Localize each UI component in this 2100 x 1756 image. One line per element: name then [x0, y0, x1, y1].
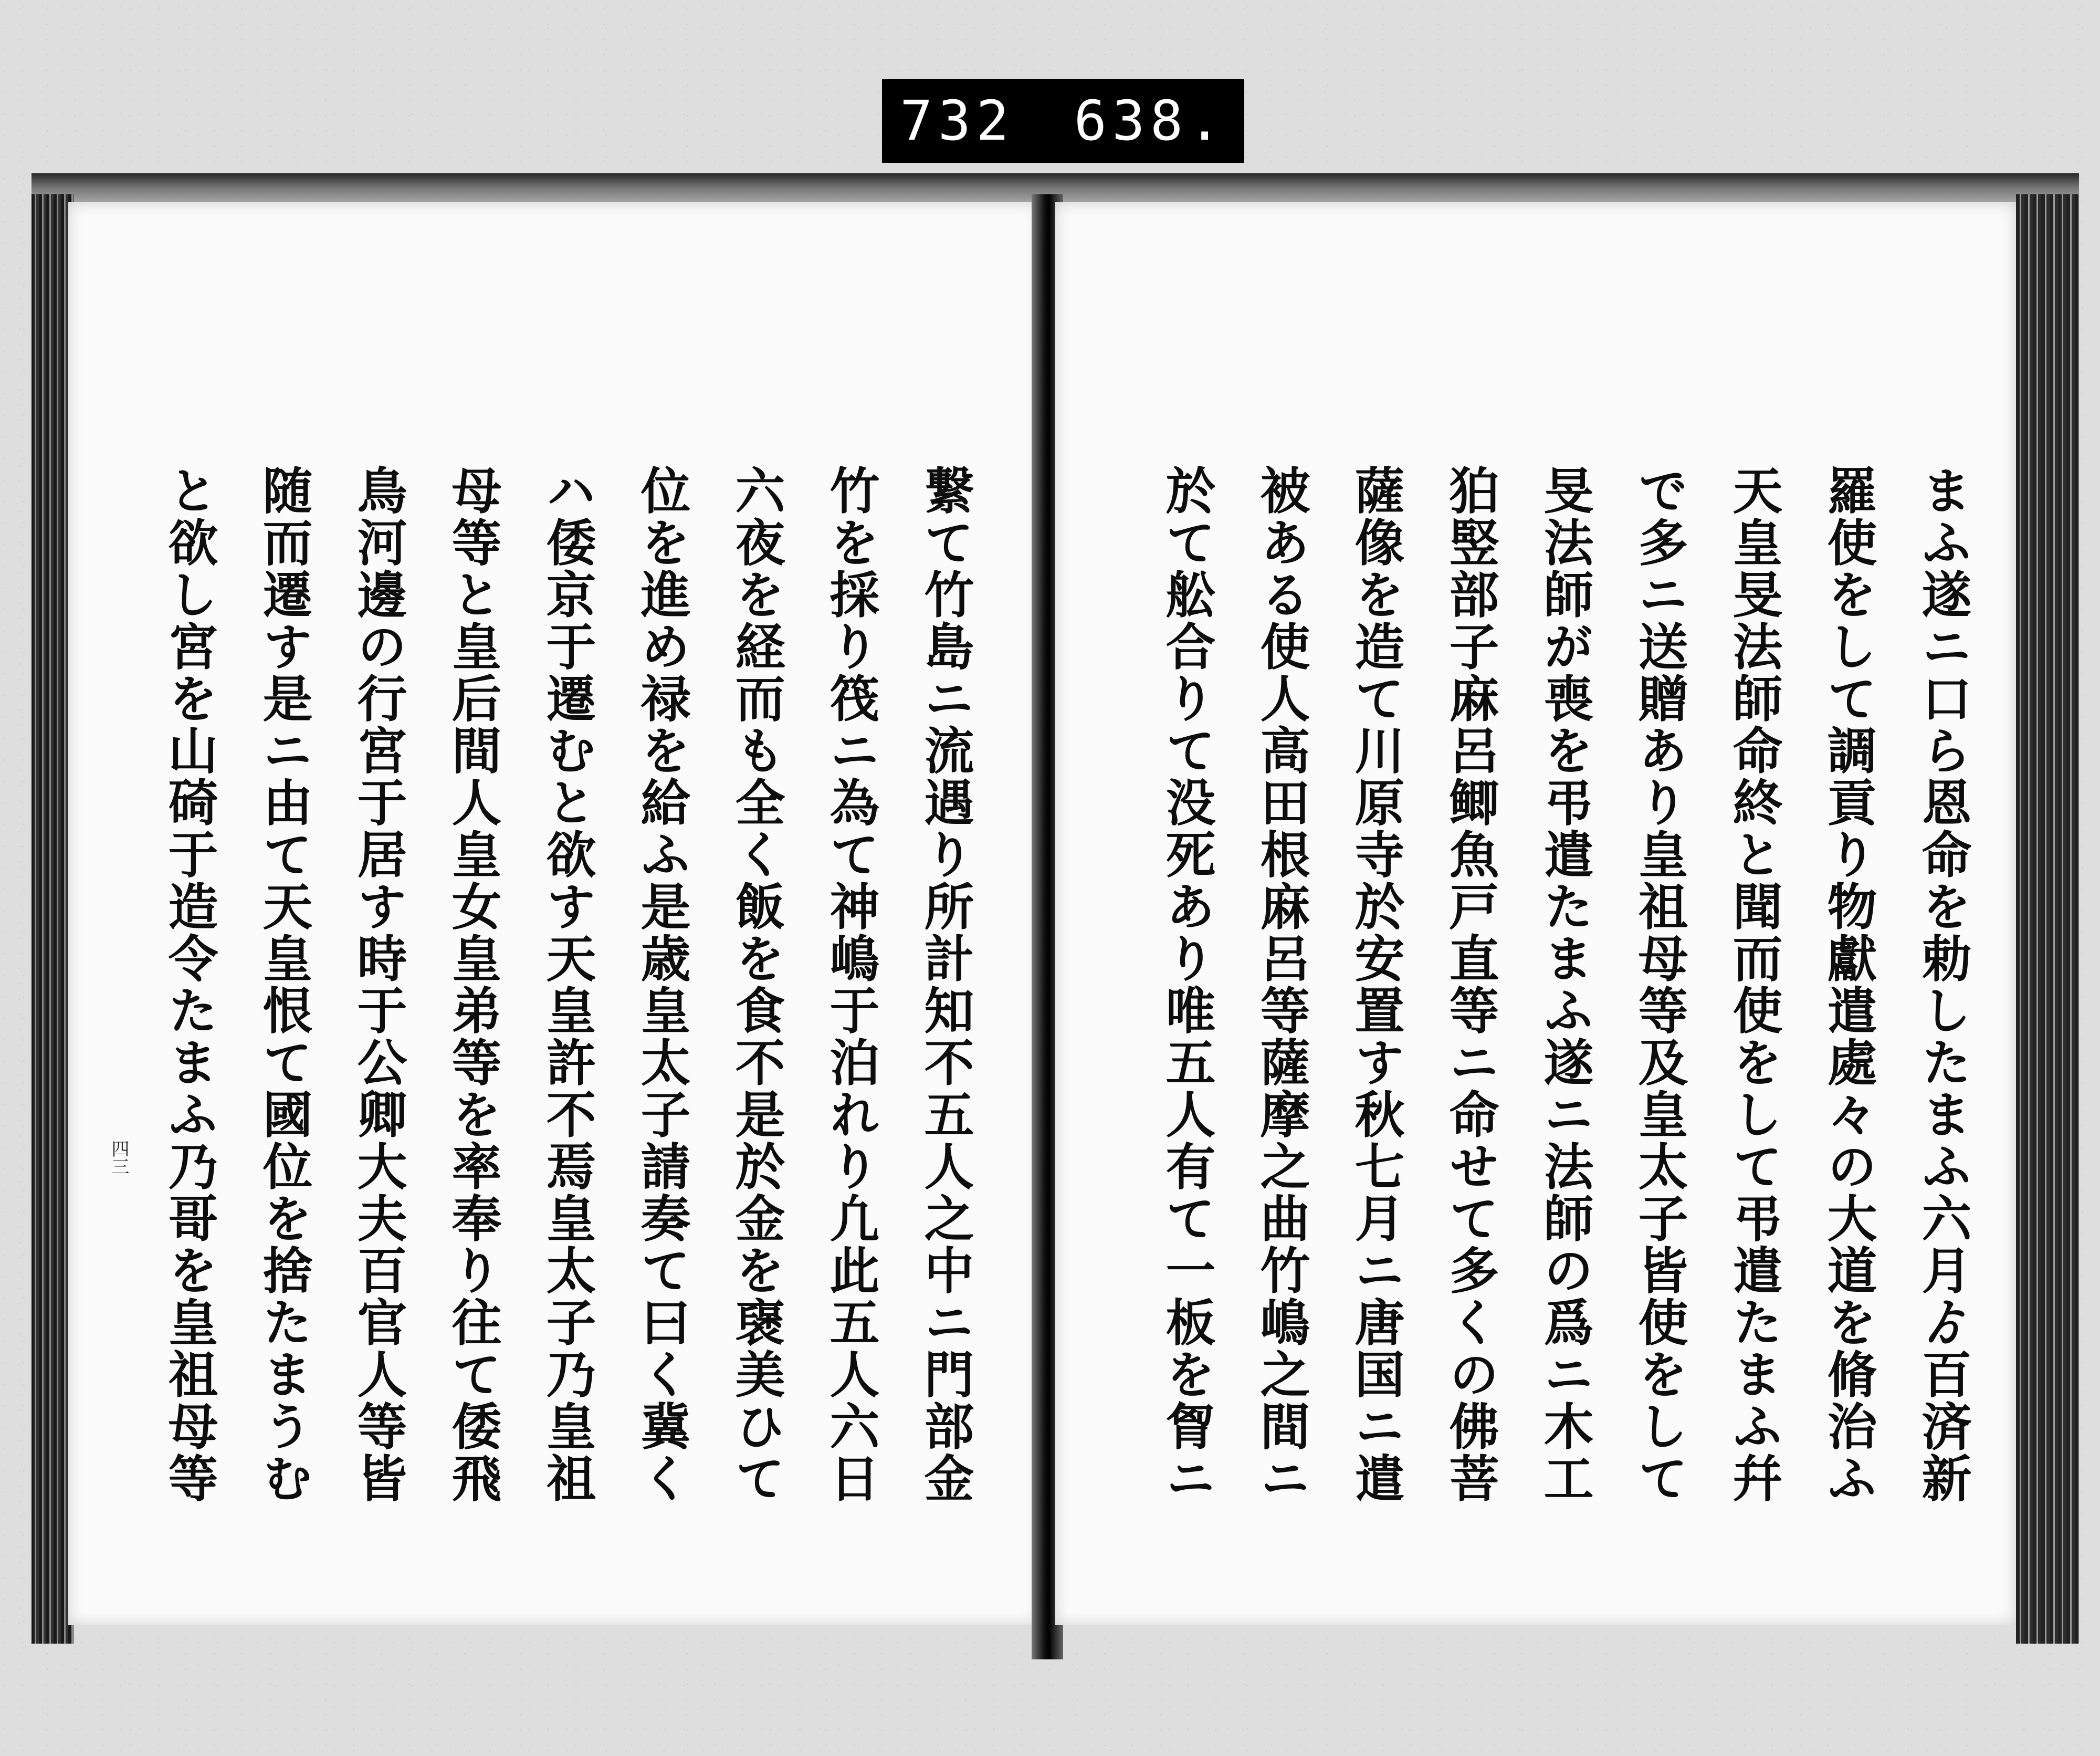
book-left-edge: [32, 194, 74, 1644]
right-page-text: [1144, 465, 1990, 1594]
right-page: [1055, 202, 2016, 1625]
text-column: 被ある使人高田根麻呂等薩摩之曲竹嶋之間ニ: [1252, 465, 1310, 1504]
text-column: 旻法師が喪を弔遣たまふ遂ニ法師の爲ニ木工: [1536, 465, 1594, 1504]
text-column: 随而遷す是ニ由て天皇恨て國位を捨たまうむ: [255, 465, 313, 1504]
text-column: 狛竪部子麻呂鲫魚戸直等ニ命せて多くの佛菩: [1441, 465, 1499, 1504]
text-column: ハ倭京于遷むと欲す天皇許不焉皇太子乃皇祖: [538, 465, 596, 1504]
text-column: 羅使をして調貢り物獻遣處々の大道を脩治ふ: [1819, 465, 1877, 1504]
text-column: 位を進め禄を給ふ是歳皇太子請奏て曰く冀く: [633, 465, 691, 1504]
text-column: 天皇旻法師命終と聞而使をして弔遣たまふ幷: [1725, 465, 1783, 1504]
text-column: まふ遂ニ口ら恩命を勅したまふ六月ゟ百済新: [1914, 465, 1972, 1504]
text-column: 母等と皇后間人皇女皇弟等を率奉り往て倭飛: [444, 465, 502, 1504]
book-right-edge: [2016, 194, 2079, 1644]
frame-number-left: 732: [900, 89, 1014, 153]
text-column: で多ニ送贈あり皇祖母等及皇太子皆使をして: [1630, 465, 1688, 1504]
left-page-text: [121, 465, 992, 1594]
text-column: 於て舩合りて没死あり唯五人有て一板を胷ニ: [1158, 465, 1216, 1504]
text-column: 六夜を経而も全く飯を食不是於金を襃美ひて: [727, 465, 785, 1504]
text-column: 薩像を造て川原寺於安置す秋七月ニ唐国ニ遣: [1347, 465, 1405, 1504]
text-column: 竹を採り筏ニ為て神嶋于泊れり凢此五人六日: [822, 465, 880, 1504]
text-column: 鳥河邊の行宮于居す時于公卿大夫百官人等皆: [349, 465, 407, 1504]
page-folio-number: 四三: [108, 1140, 129, 1175]
open-book: [32, 173, 2079, 1659]
text-column: 繋て竹島ニ流遇り所計知不五人之中ニ門部金: [916, 465, 974, 1504]
text-column: と欲し宮を山碕于造令たまふ乃哥を皇祖母等: [160, 465, 218, 1504]
frame-number-right: 638.: [1074, 89, 1226, 153]
frame-number-label: [882, 79, 1244, 163]
left-page: [68, 202, 1040, 1625]
